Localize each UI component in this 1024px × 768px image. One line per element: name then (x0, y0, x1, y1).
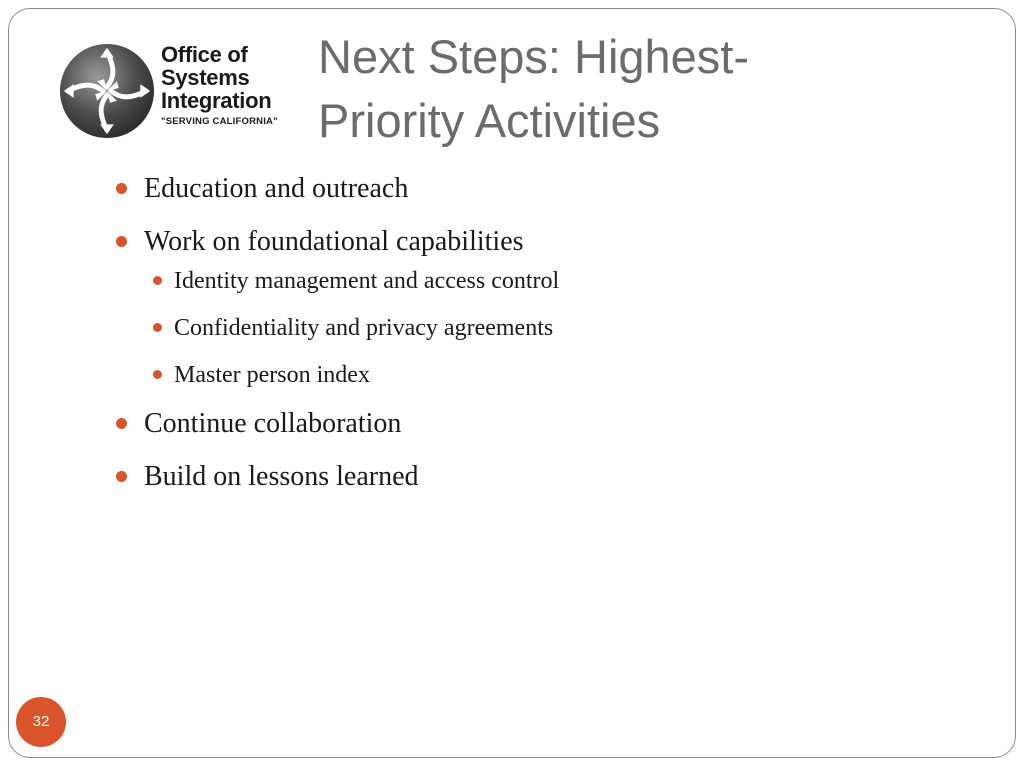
office-of-systems-integration-logo (58, 38, 308, 142)
slide-number-badge: 32 (16, 697, 66, 747)
sub-bullet-text: Master person index (174, 362, 370, 388)
slide-title (318, 25, 749, 153)
bullet-list (112, 172, 932, 513)
bullet-text: Continue collaboration (144, 408, 402, 439)
sub-bullet-text: Confidentiality and privacy agreements (174, 315, 554, 341)
logo-line-2: Systems (161, 65, 250, 90)
bullet-dot-icon (116, 471, 127, 482)
logo-wordmark (161, 43, 278, 129)
bullet-dot-icon (153, 370, 162, 379)
bullet-dot-icon (153, 276, 162, 285)
logo-line-3: Integration (161, 88, 272, 113)
bullet-dot-icon (116, 418, 127, 429)
bullet-dot-icon (116, 183, 127, 194)
slide-title-line-2: Priority Activities (318, 94, 661, 147)
logo-line-1: Office of (161, 42, 248, 67)
bullet-item (112, 407, 932, 441)
bullet-text: Build on lessons learned (144, 461, 419, 492)
bullet-dot-icon (153, 323, 162, 332)
bullet-text: Education and outreach (144, 173, 409, 204)
sub-bullet-item (112, 266, 932, 296)
bullet-item (112, 225, 932, 259)
logo-tagline: "SERVING CALIFORNIA" (161, 116, 278, 127)
bullet-text: Work on foundational capabilities (144, 226, 524, 257)
sub-bullet-item (112, 313, 932, 343)
sub-bullet-text: Identity management and access control (174, 268, 560, 294)
sub-bullet-item (112, 360, 932, 390)
bullet-dot-icon (116, 236, 127, 247)
bullet-item (112, 172, 932, 206)
arrows-circle-icon (58, 42, 156, 140)
slide-title-line-1: Next Steps: Highest- (318, 30, 750, 83)
bullet-item (112, 460, 932, 494)
